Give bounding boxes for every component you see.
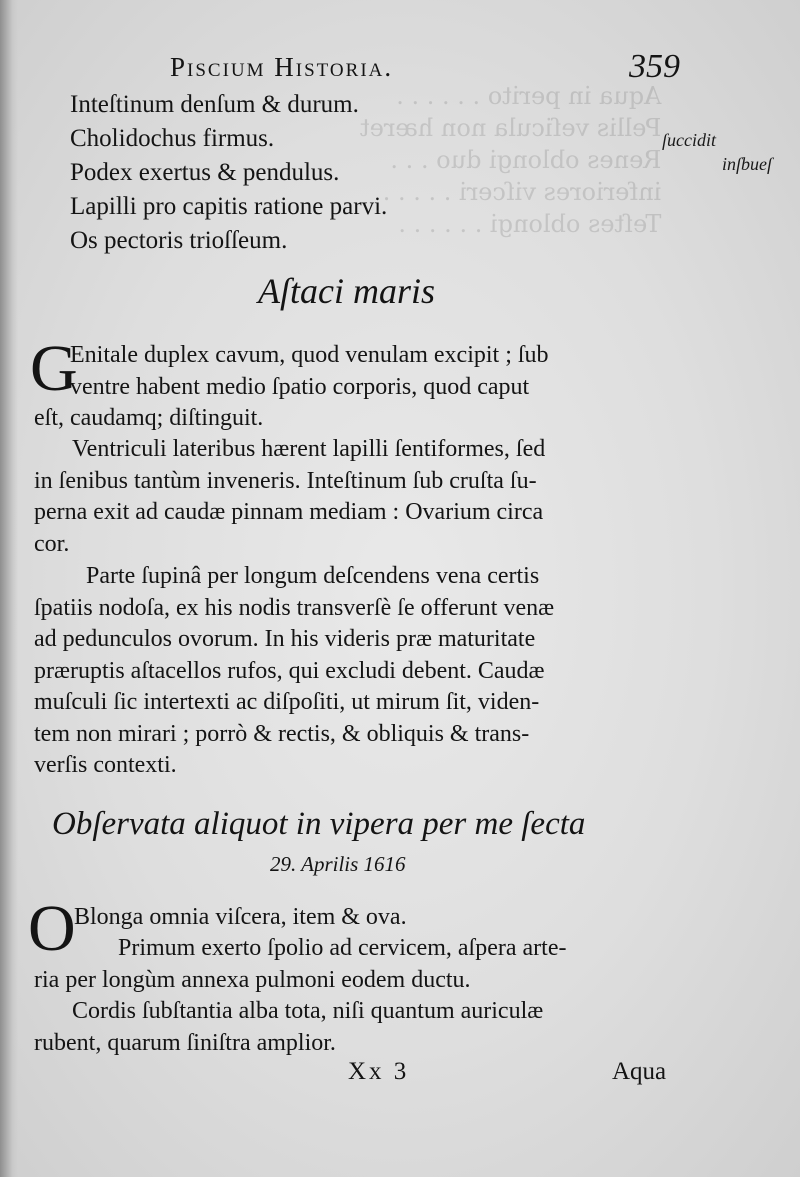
text-line: Blonga omnia viſcera, item & ova. bbox=[74, 904, 407, 930]
paragraph-astaci-2 bbox=[34, 434, 545, 560]
paragraph-astaci-1-cont bbox=[34, 403, 263, 435]
text-line: in ſenibus tantùm inveneris. Inteſtinum ſub cruſta ſu- bbox=[34, 467, 537, 494]
handwritten-margin-note bbox=[662, 128, 772, 176]
page-number: 359 bbox=[629, 48, 680, 85]
paragraph-observata-2 bbox=[34, 933, 566, 996]
list-item: Cholidochus firmus. bbox=[70, 125, 275, 152]
text-line: ria per longùm annexa pulmoni eodem ductu. bbox=[34, 966, 471, 993]
text-line: rubent, quarum ſiniſtra amplior. bbox=[34, 1029, 336, 1056]
paragraph-observata-1 bbox=[74, 902, 407, 934]
text-line: eſt, caudamq; diſtinguit. bbox=[34, 405, 264, 431]
list-item: Podex exertus & pendulus. bbox=[70, 159, 340, 186]
section-heading-observata: Obſervata aliquot in vipera per me ſecta bbox=[52, 806, 586, 842]
margin-note-line: ſuccidit bbox=[662, 130, 716, 150]
text-line: Enitale duplex cavum, quod venulam excipit ; ſub bbox=[70, 342, 549, 368]
text-line: verſis contexti. bbox=[34, 752, 177, 778]
text-line: Parte ſupinâ per longum deſcendens vena certis bbox=[86, 563, 540, 589]
text-line: perna exit ad caudæ pinnam mediam : Ovarium circa bbox=[34, 499, 544, 525]
section-heading-astaci: Aſtaci maris bbox=[258, 271, 435, 311]
text-line: ventre habent medio ſpatio corporis, quod caput bbox=[70, 373, 530, 400]
signature-mark: Xx 3 bbox=[348, 1058, 410, 1085]
running-head: Piscium Historia. bbox=[170, 52, 394, 82]
text-line: prӕruptis aſtacellos rufos, qui excludi debent. Caudæ bbox=[34, 657, 545, 684]
text-line: tem non mirari ; porrò & rectis, & obliquis & trans- bbox=[34, 720, 530, 747]
text-line: cor. bbox=[34, 530, 70, 557]
margin-note-line: inſbueſ bbox=[722, 154, 772, 174]
text-line: Cordis ſubſtantia alba tota, niſi quantum auriculæ bbox=[72, 998, 544, 1024]
page-gutter-shadow bbox=[0, 0, 18, 1177]
list-item: Os pectoris trioſſeum. bbox=[70, 227, 288, 254]
show-through-text: Aqua in perito . . . . . . Pellis veſicula non hæret Renes oblongi duo . . . inferiores viſceri . . . . . Teſtes oblongi . . . . . . bbox=[360, 82, 662, 238]
text-line: muſculi ſic intertexti ac diſpoſiti, ut mirum ſit, viden- bbox=[34, 689, 540, 715]
dropcap-o: O bbox=[28, 892, 76, 965]
text-line: ſpatiis nodoſa, ex his nodis transverſè ſe offerunt venæ bbox=[34, 594, 555, 621]
catchword: Aqua bbox=[612, 1058, 667, 1085]
page-header bbox=[170, 48, 690, 88]
text-line: ad pedunculos ovorum. In his videris præ maturitate bbox=[34, 626, 536, 652]
paragraph-astaci-1 bbox=[70, 340, 549, 403]
section-date: 29. Aprilis 1616 bbox=[270, 852, 406, 876]
text-line: Primum exerto ſpolio ad cervicem, aſpera arte- bbox=[118, 935, 567, 961]
paragraph-observata-3 bbox=[34, 996, 543, 1059]
text-line: Ventriculi lateribus hærent lapilli ſentiformes, ſed bbox=[72, 436, 546, 462]
list-item: Inteſtinum denſum & durum. bbox=[70, 91, 359, 118]
list-item: Lapilli pro capitis ratione parvi. bbox=[70, 193, 388, 220]
paragraph-astaci-3 bbox=[34, 561, 554, 782]
dropcap-g: G bbox=[30, 332, 78, 405]
anatomy-list bbox=[70, 88, 387, 258]
